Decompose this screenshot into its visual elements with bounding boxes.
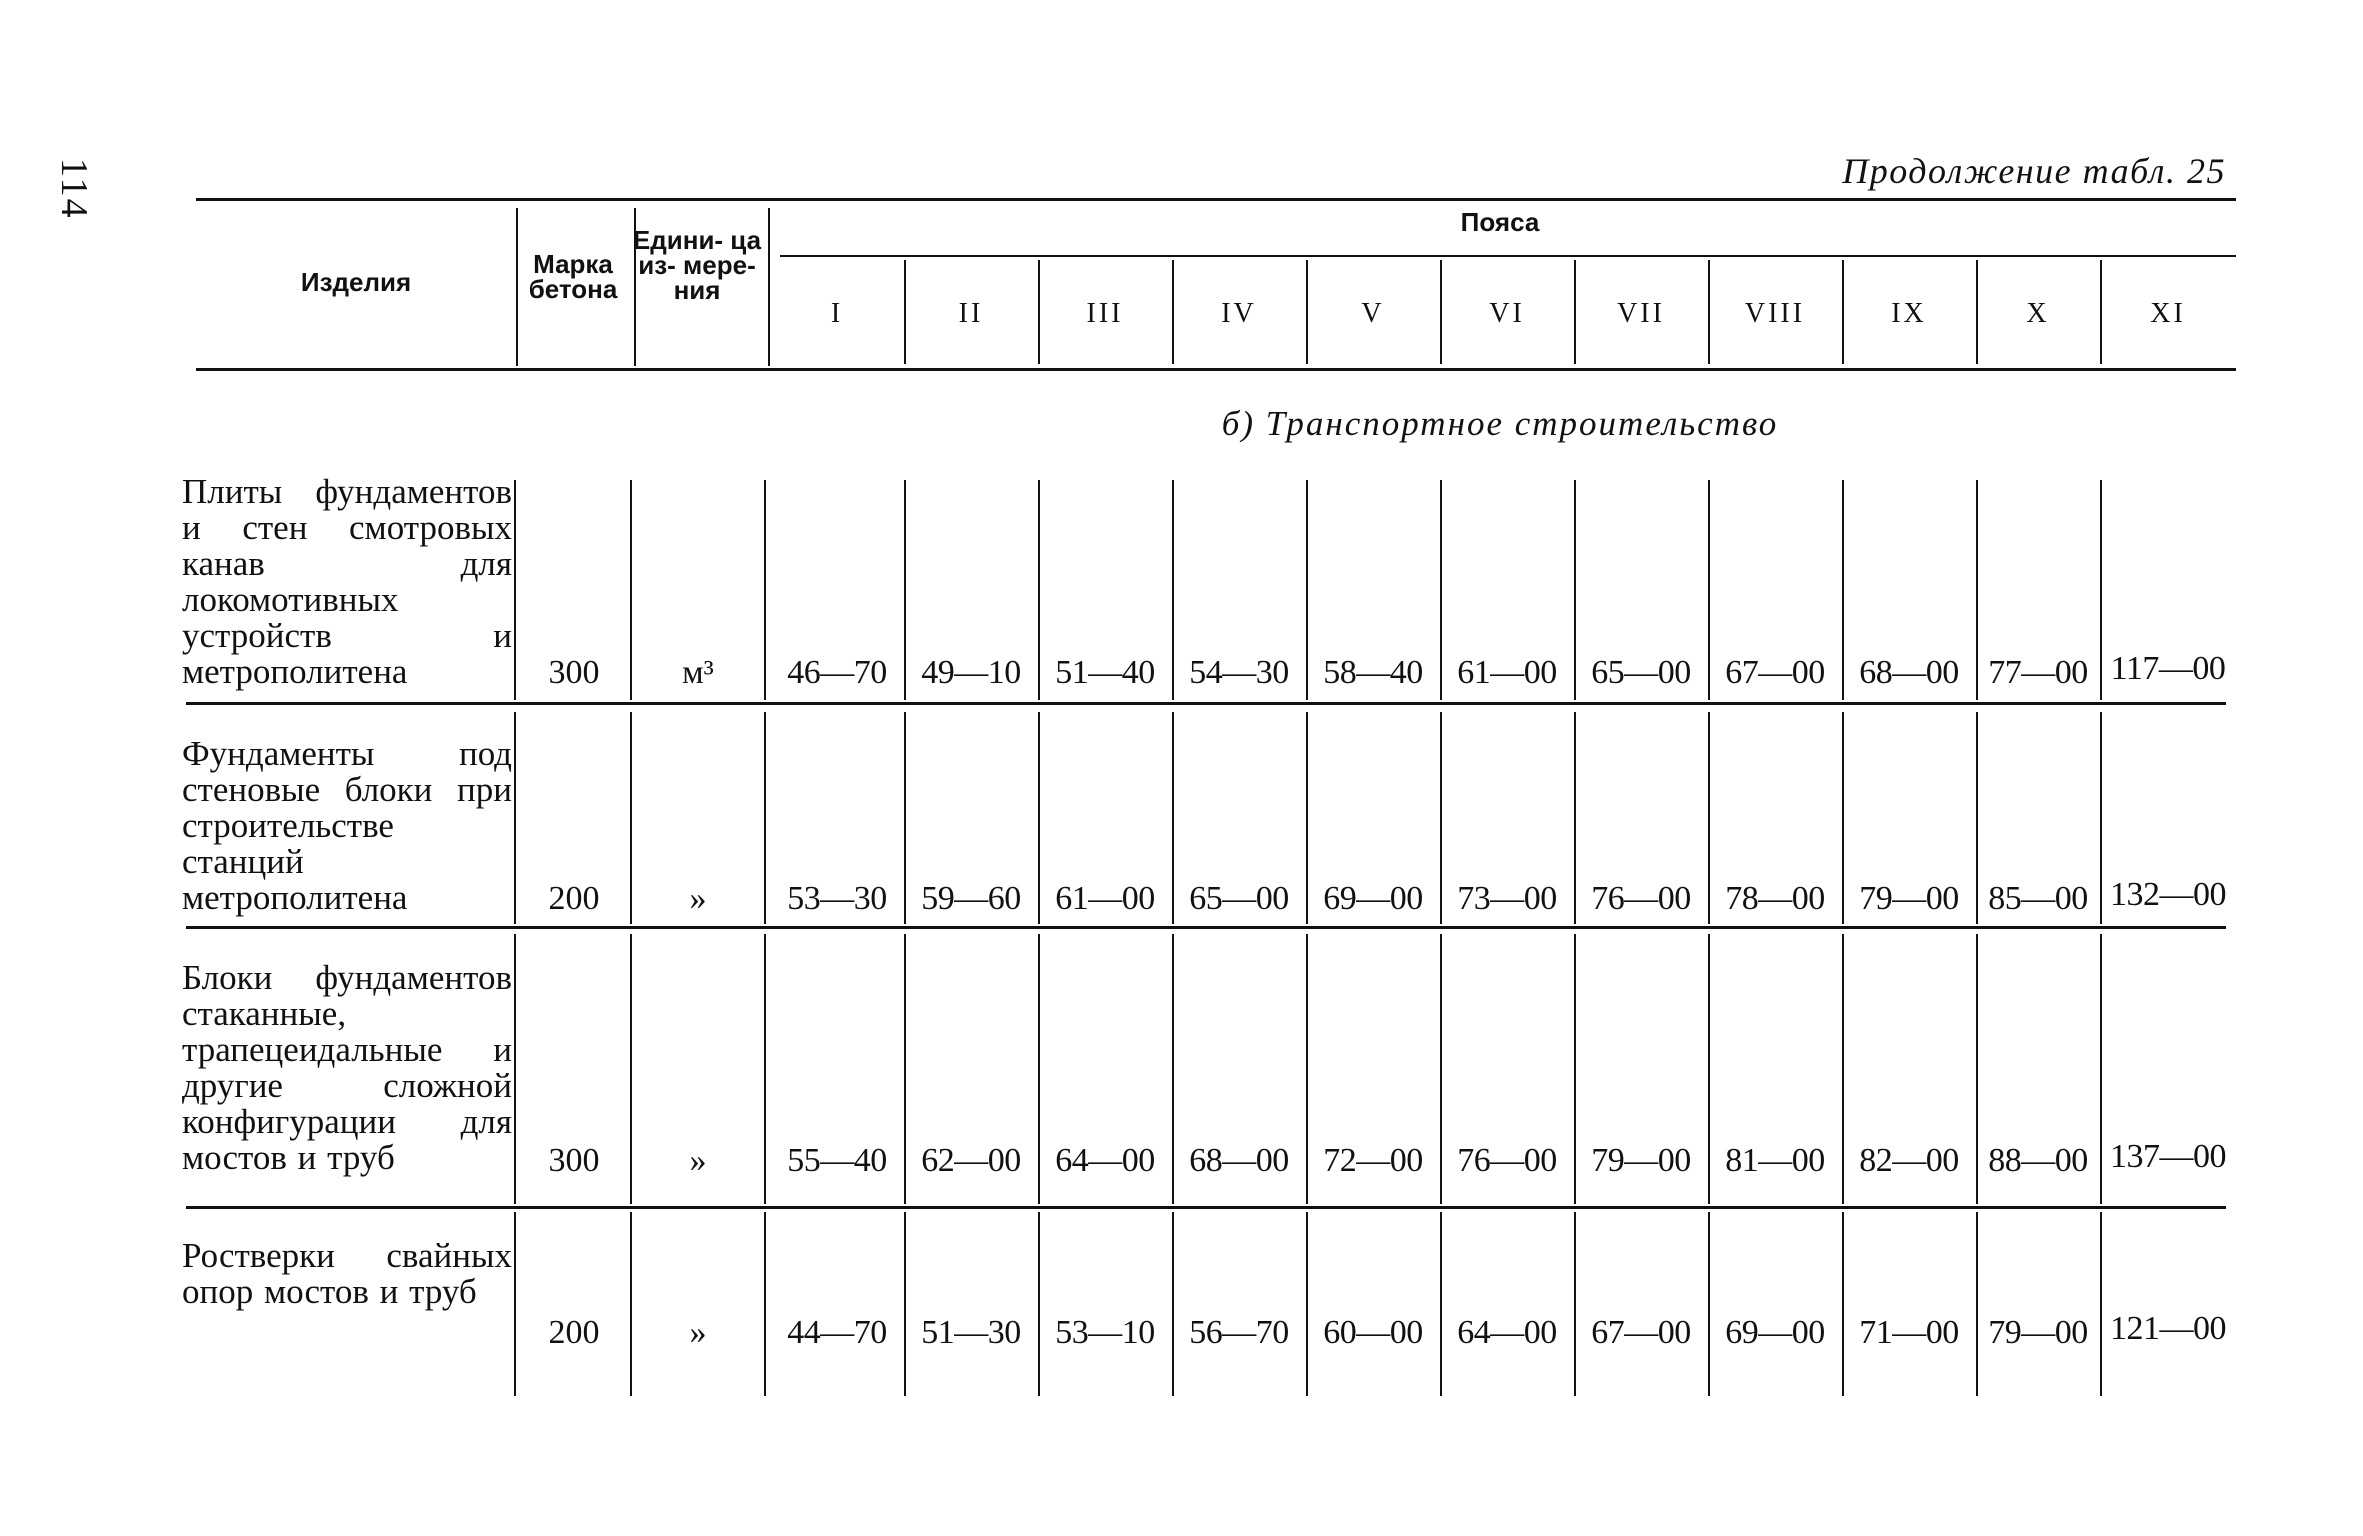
row-price-zone-6: 61—00	[1457, 654, 1557, 691]
row-price-zone-6: 73—00	[1457, 880, 1557, 917]
row-price-zone-9: 82—00	[1859, 1142, 1959, 1179]
row-price-zone-4: 65—00	[1189, 880, 1289, 917]
row-price-zone-11: 137—00	[2110, 1138, 2226, 1175]
row-separator	[186, 926, 2226, 929]
row-divider	[514, 1212, 516, 1396]
zone-header-9: IX	[1891, 298, 1927, 329]
row-price-zone-6: 76—00	[1457, 1142, 1557, 1179]
header-bottom-rule	[196, 368, 2236, 371]
row-price-zone-4: 54—30	[1189, 654, 1289, 691]
row-price-zone-9: 71—00	[1859, 1314, 1959, 1351]
row-price-zone-3: 53—10	[1055, 1314, 1155, 1351]
row-price-zone-8: 81—00	[1725, 1142, 1825, 1179]
zone-header-7: VII	[1617, 298, 1665, 329]
row-divider	[764, 1212, 766, 1396]
row-price-zone-3: 51—40	[1055, 654, 1155, 691]
row-price-zone-10: 77—00	[1988, 654, 2088, 691]
row-unit: м³	[682, 654, 714, 691]
zone-header-8: VIII	[1744, 298, 1806, 329]
table-continuation-caption: Продолжение табл. 25	[1842, 151, 2226, 191]
row-divider	[904, 1212, 906, 1396]
section-title: б) Транспортное строительство	[1221, 404, 1779, 443]
row-price-zone-11: 121—00	[2110, 1310, 2226, 1347]
row-price-zone-10: 88—00	[1988, 1142, 2088, 1179]
row-price-zone-7: 76—00	[1591, 880, 1691, 917]
row-divider	[2100, 1212, 2102, 1396]
row-price-zone-11: 117—00	[2110, 650, 2226, 687]
row-item-name: Фундаменты под стеновые блоки при строительстве станций метрополитена	[182, 734, 512, 917]
row-item-name: Плиты фундаментов и стен смотровых канав для локомотивных устройств и метрополитена	[182, 472, 512, 691]
row-divider	[1708, 1212, 1710, 1396]
zone-header-5: V	[1361, 298, 1385, 329]
row-item-name: Ростверки свайных опор мостов и труб	[182, 1236, 512, 1311]
row-price-zone-2: 51—30	[921, 1314, 1021, 1351]
row-price-zone-1: 53—30	[787, 880, 887, 917]
row-separator	[186, 702, 2226, 705]
row-price-zone-5: 58—40	[1323, 654, 1423, 691]
row-divider	[764, 712, 766, 924]
row-divider	[1306, 1212, 1308, 1396]
row-price-zone-2: 59—60	[921, 880, 1021, 917]
header-divider	[768, 208, 770, 366]
row-concrete-brand: 200	[548, 1314, 600, 1351]
row-divider	[1976, 1212, 1978, 1396]
row-divider	[1172, 1212, 1174, 1396]
row-price-zone-10: 85—00	[1988, 880, 2088, 917]
row-price-zone-7: 67—00	[1591, 1314, 1691, 1351]
row-divider	[1440, 1212, 1442, 1396]
zone-header-3: III	[1086, 298, 1124, 329]
row-price-zone-3: 64—00	[1055, 1142, 1155, 1179]
row-price-zone-4: 68—00	[1189, 1142, 1289, 1179]
row-price-zone-1: 44—70	[787, 1314, 887, 1351]
header-brand: Марка бетона	[528, 249, 618, 304]
zone-header-1: I	[830, 298, 844, 329]
zone-header-4: IV	[1221, 298, 1257, 329]
row-item-name: Блоки фундаментов стаканные, трапецеидальные и другие сложной конфигурации для мостов и труб	[182, 958, 512, 1177]
row-divider	[764, 934, 766, 1204]
zone-header-10: X	[2026, 298, 2050, 329]
row-separator	[186, 1206, 2226, 1209]
page-number: 114	[53, 158, 95, 220]
header-zones: Пояса	[1460, 207, 1540, 237]
header-unit: Едини- ца из- мере- ния	[632, 225, 762, 305]
row-price-zone-2: 62—00	[921, 1142, 1021, 1179]
table-top-rule	[196, 198, 2236, 201]
row-divider	[1574, 1212, 1576, 1396]
row-price-zone-8: 78—00	[1725, 880, 1825, 917]
row-divider	[1038, 1212, 1040, 1396]
row-price-zone-8: 67—00	[1725, 654, 1825, 691]
row-price-zone-6: 64—00	[1457, 1314, 1557, 1351]
row-price-zone-5: 69—00	[1323, 880, 1423, 917]
row-price-zone-4: 56—70	[1189, 1314, 1289, 1351]
row-concrete-brand: 200	[548, 880, 600, 917]
row-price-zone-10: 79—00	[1988, 1314, 2088, 1351]
row-price-zone-9: 79—00	[1859, 880, 1959, 917]
row-price-zone-1: 55—40	[787, 1142, 887, 1179]
row-divider	[764, 480, 766, 700]
row-unit: »	[689, 1314, 707, 1351]
zone-header-6: VI	[1489, 298, 1525, 329]
header-items: Изделия	[300, 267, 412, 297]
row-price-zone-8: 69—00	[1725, 1314, 1825, 1351]
row-divider	[1842, 1212, 1844, 1396]
zone-header-11: XI	[2150, 298, 2186, 329]
row-price-zone-7: 79—00	[1591, 1142, 1691, 1179]
row-price-zone-9: 68—00	[1859, 654, 1959, 691]
row-price-zone-5: 60—00	[1323, 1314, 1423, 1351]
row-price-zone-5: 72—00	[1323, 1142, 1423, 1179]
row-unit: »	[689, 880, 707, 917]
row-price-zone-7: 65—00	[1591, 654, 1691, 691]
row-concrete-brand: 300	[548, 654, 600, 691]
row-unit: »	[689, 1142, 707, 1179]
row-divider	[630, 1212, 632, 1396]
row-price-zone-2: 49—10	[921, 654, 1021, 691]
row-concrete-brand: 300	[548, 1142, 600, 1179]
zones-rule	[780, 255, 2236, 257]
row-price-zone-1: 46—70	[787, 654, 887, 691]
row-price-zone-3: 61—00	[1055, 880, 1155, 917]
row-price-zone-11: 132—00	[2110, 876, 2226, 913]
zone-header-2: II	[958, 298, 984, 329]
